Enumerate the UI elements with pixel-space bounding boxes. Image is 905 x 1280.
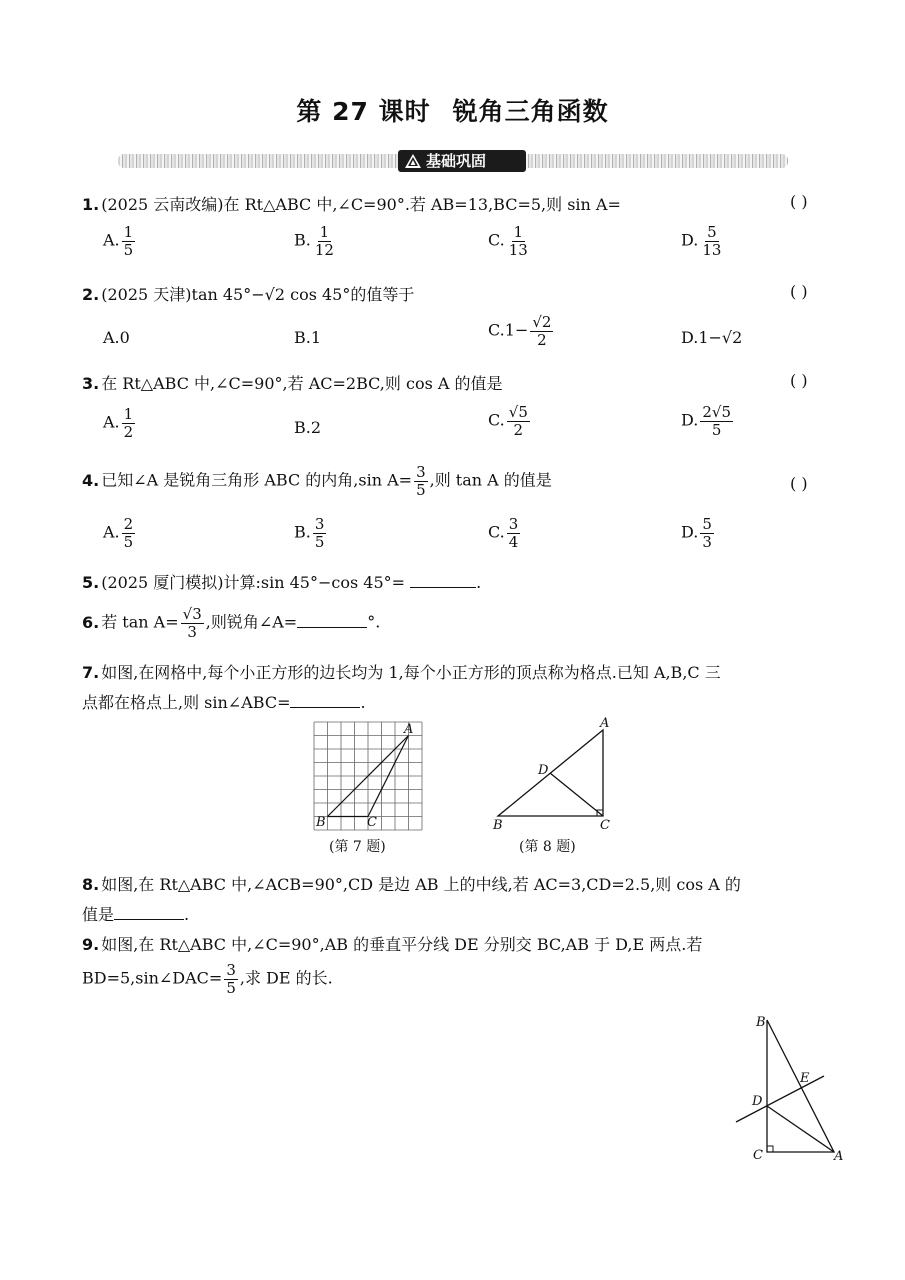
pyramid-icon [404,153,422,169]
right-angle-mark [767,1146,773,1152]
question-9-line2: BD=5,sin∠DAC= $\frac{3}{5}$ ,求 DE 的长. [82,961,333,997]
q9-text-line1: 如图,在 Rt△ABC 中,∠C=90°,AB 的垂直平分线 DE 分别交 BC,AB 于 D,E 两点.若 [101,935,703,954]
q4-option-b[interactable]: B. $\frac{3}{5}$ [294,515,325,551]
q1-text: 在 Rt△ABC 中,∠C=90°.若 AB=13,BC=5,则 sin A= [223,195,621,214]
median-cd [550,773,603,816]
section-banner [118,150,788,174]
q5-source: (2025 厦门模拟) [101,573,224,592]
q1-option-b[interactable]: B. $\frac{1}{12}$ [294,223,334,259]
question-4: 4. 已知∠A 是锐角三角形 ABC 的内角,sin A= $\frac{3}{5}$ ,则 tan A 的值是 [82,463,552,499]
figure-7-grid [308,718,430,832]
question-7-line2: 点都在格点上,则 sin∠ABC= . [82,693,366,712]
q2-option-b[interactable]: B.1 [294,328,322,347]
q2-source: (2025 天津) [101,285,192,304]
point-c-label: C [753,1148,763,1163]
section-label: 基础巩固 [426,152,487,170]
q3-option-c[interactable]: C. $\frac{√5}{2}$ [488,403,528,439]
q3-option-d[interactable]: D. $\frac{2√5}{5}$ [681,403,731,439]
point-b-label: B [316,815,326,830]
q4-text: 已知∠A 是锐角三角形 ABC 的内角,sin A= [101,470,413,490]
q8-text-line2: 值是 [82,905,115,924]
q1-option-d[interactable]: D. $\frac{5}{13}$ [681,223,722,259]
point-c-label: C [367,815,377,830]
point-d-label: D [752,1094,763,1109]
q5-text: 计算:sin 45°−cos 45°= [223,573,406,592]
q3-option-a[interactable]: A. $\frac{1}{2}$ [103,405,134,441]
q6-answer-blank[interactable] [297,627,367,628]
figure-9-triangle [730,1010,852,1170]
q4-option-c[interactable]: C. $\frac{3}{4}$ [488,515,519,551]
page-title [0,92,905,128]
point-d-label: D [538,763,549,778]
point-e-label: E [800,1071,810,1086]
figure-7-caption: (第 7 题) [329,839,386,855]
question-6: 6. 若 tan A= $\frac{√3}{3}$ ,则锐角∠A= °. [82,605,381,641]
point-b-label: B [493,818,503,833]
figure-8-triangle [488,716,618,834]
q4-option-a[interactable]: A. $\frac{2}{5}$ [103,515,134,551]
q2-answer-paren[interactable]: ( ) [790,282,808,301]
point-a-label: A [834,1149,844,1164]
figure-8-caption: (第 8 题) [519,839,576,855]
q6-text: 若 tan A= [101,612,179,632]
question-7: 7. 如图,在网格中,每个小正方形的边长均为 1,每个小正方形的顶点称为格点.已知 A,B,C 三 [82,663,721,682]
q5-answer-blank[interactable] [410,587,476,588]
triangle-abc [767,1020,834,1152]
question-8-line2: 值是 . [82,905,190,924]
question-2: 2. (2025 天津)tan 45°−√2 cos 45°的值等于 [82,285,415,304]
q1-answer-paren[interactable]: ( ) [790,192,808,211]
point-a-label: A [404,722,414,737]
q7-text-line1: 如图,在网格中,每个小正方形的边长均为 1,每个小正方形的顶点称为格点.已知 A,B,C 三 [101,663,721,682]
q7-text-line2: 点都在格点上,则 sin∠ABC= [82,693,291,712]
question-3: 3. 在 Rt△ABC 中,∠C=90°,若 AC=2BC,则 cos A 的值是 [82,374,503,393]
point-a-label: A [600,716,610,731]
q3-answer-paren[interactable]: ( ) [790,371,808,390]
section-tag [398,150,526,172]
q8-text-line1: 如图,在 Rt△ABC 中,∠ACB=90°,CD 是边 AB 上的中线,若 AC=3,CD=2.5,则 cos A 的 [101,875,741,894]
q2-option-c[interactable]: C.1− $\frac{√2}{2}$ [488,313,552,349]
q8-answer-blank[interactable] [114,919,184,920]
q1-source: (2025 云南改编) [101,195,224,214]
q1-option-a[interactable]: A. $\frac{1}{5}$ [103,223,134,259]
q9-text-line2: BD=5,sin∠DAC= [82,968,223,988]
question-1: 1. (2025 云南改编)在 Rt△ABC 中,∠C=90°.若 AB=13,BC=5,则 sin A= [82,195,621,214]
q1-option-c[interactable]: C. $\frac{1}{13}$ [488,223,528,259]
q3-option-b[interactable]: B.2 [294,418,322,437]
q7-answer-blank[interactable] [290,707,360,708]
q2-text: tan 45°−√2 cos 45°的值等于 [191,285,415,304]
q4-option-d[interactable]: D. $\frac{5}{3}$ [681,515,712,551]
q3-text: 在 Rt△ABC 中,∠C=90°,若 AC=2BC,则 cos A 的值是 [101,374,503,393]
q2-option-a[interactable]: A.0 [103,328,130,347]
segment-ad [767,1106,834,1152]
lesson-number: 第 27 课时 [296,97,431,126]
lesson-topic: 锐角三角函数 [452,97,609,126]
q2-option-d[interactable]: D.1−√2 [681,328,743,347]
point-c-label: C [600,818,610,833]
question-5: 5. (2025 厦门模拟)计算:sin 45°−cos 45°= . [82,573,482,592]
question-8: 8. 如图,在 Rt△ABC 中,∠ACB=90°,CD 是边 AB 上的中线,若 AC=3,CD=2.5,则 cos A 的 [82,875,741,894]
point-b-label: B [756,1015,766,1030]
q4-answer-paren[interactable]: ( ) [790,474,808,493]
question-9: 9. 如图,在 Rt△ABC 中,∠C=90°,AB 的垂直平分线 DE 分别交 BC,AB 于 D,E 两点.若 [82,935,703,954]
